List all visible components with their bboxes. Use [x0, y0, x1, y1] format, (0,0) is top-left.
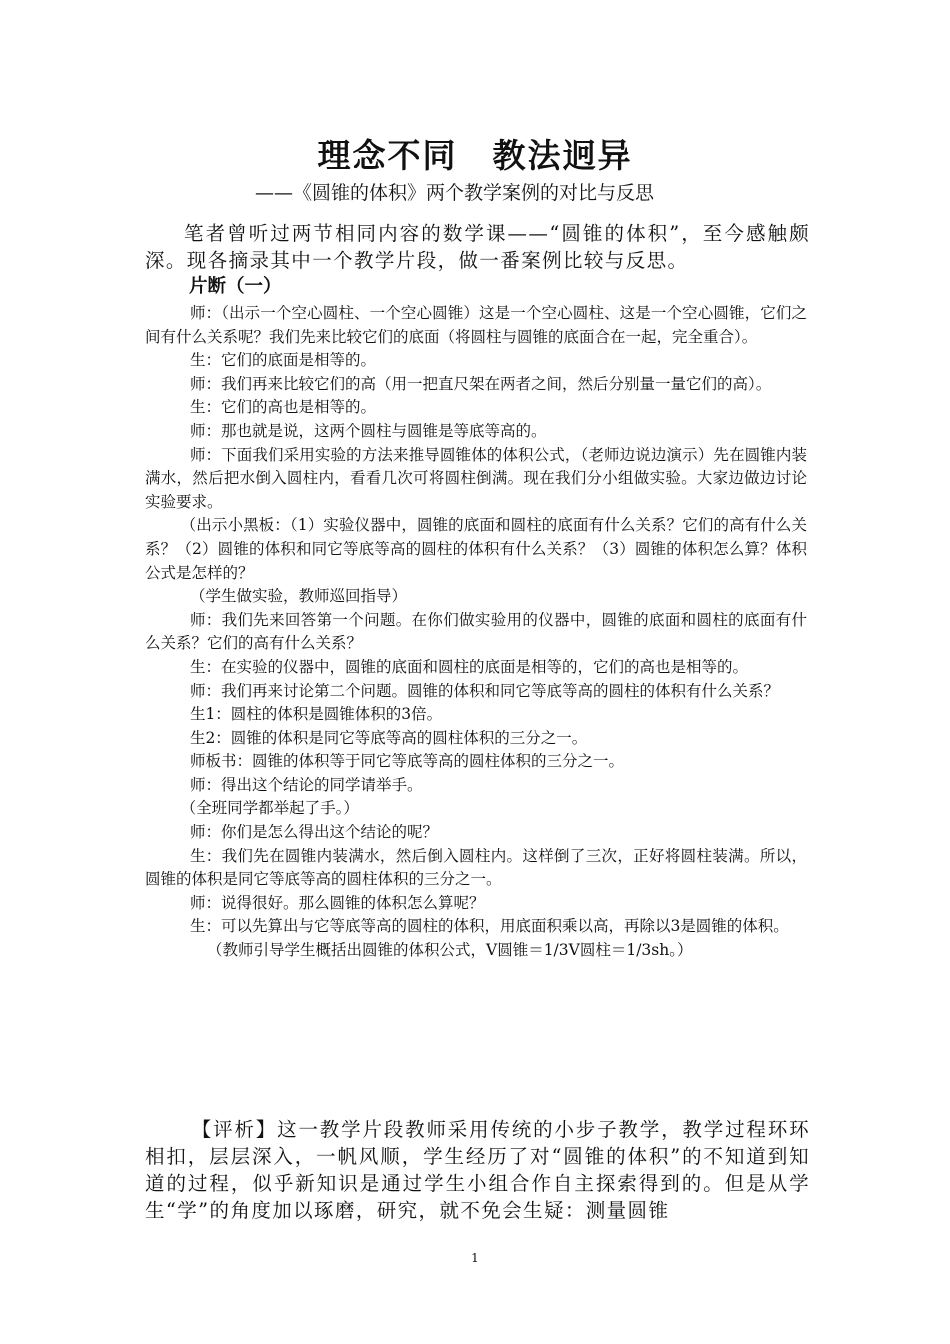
dialogue-paragraph: 生1：圆柱的体积是圆锥体积的3倍。 — [189, 705, 443, 724]
segment-heading: 片断（一） — [189, 276, 282, 297]
dialogue-paragraph: 生2：圆锥的体积是同它等底等高的圆柱体积的三分之一。 — [189, 728, 588, 747]
page-number: 1 — [471, 1251, 479, 1265]
dialogue-paragraph: 师：我们再来讨论第二个问题。圆锥的体积和同它等底等高的圆柱的体积有什么关系？ — [189, 681, 779, 700]
commentary-paragraph: 【评析】这一教学片段教师采用传统的小步子教学，教学过程环环相扣，层层深入，一帆风顺，学生经历了对“圆锥的体积”的不知道到知道的过程，似乎新知识是通过学生小组合作自主探索得到的。但是从学生“学”的角度加以琢磨，研究，就不免会生疑：测量圆锥 — [145, 1118, 810, 1222]
document-title: 理念不同 教法迥异 — [317, 136, 633, 175]
dialogue-paragraph: 师：我们先来回答第一个问题。在你们做实验用的仪器中，圆锥的底面和圆柱的底面有什么关系？它们的高有什么关系？ — [145, 610, 807, 653]
dialogue-paragraph: （教师引导学生概括出圆锥的体积公式，V圆锥＝1/3V圆柱＝1/3sh。） — [207, 941, 693, 960]
dialogue-paragraph: （出示小黑板：（1）实验仪器中，圆锥的底面和圆柱的底面有什么关系？它们的高有什么关系？（2）圆锥的体积和同它等底等高的圆柱的体积有什么关系？（3）圆锥的体积怎么算？体积公式是怎样的？ — [145, 516, 807, 582]
dialogue-paragraph: 生：它们的底面是相等的。 — [189, 351, 376, 370]
dialogue-paragraph: 师：下面我们采用实验的方法来推导圆锥体的体积公式，（老师边说边演示）先在圆锥内装满水，然后把水倒入圆柱内，看看几次可将圆柱倒满。现在我们分小组做实验。大家边做边讨论实验要求。 — [145, 445, 807, 511]
dialogue-paragraph: 生：我们先在圆锥内装满水，然后倒入圆柱内。这样倒了三次，正好将圆柱装满。所以，圆锥的体积是同它等底等高的圆柱体积的三分之一。 — [145, 846, 807, 889]
document-subtitle: ——《圆锥的体积》两个教学案例的对比与反思 — [255, 182, 655, 204]
dialogue-paragraph: （全班同学都举起了手。） — [180, 799, 359, 818]
dialogue-paragraph: （学生做实验，教师巡回指导） — [189, 587, 407, 606]
dialogue-paragraph: 生：在实验的仪器中，圆锥的底面和圆柱的底面是相等的，它们的高也是相等的。 — [189, 657, 748, 676]
intro-paragraph: 笔者曾听过两节相同内容的数学课——“圆锥的体积”，至今感触颇深。现各摘录其中一个教学片段，做一番案例比较与反思。 — [145, 222, 810, 272]
dialogue-paragraph: 师：（出示一个空心圆柱、一个空心圆锥）这是一个空心圆柱、这是一个空心圆锥，它们之间有什么关系呢？我们先来比较它们的底面（将圆柱与圆锥的底面合在一起，完全重合）。 — [145, 304, 807, 346]
dialogue-paragraph: 师：那也就是说，这两个圆柱与圆锥是等底等高的。 — [189, 421, 547, 440]
dialogue-body — [145, 302, 807, 963]
dialogue-paragraph: 师：得出这个结论的同学请举手。 — [189, 775, 423, 794]
dialogue-paragraph: 师：我们再来比较它们的高（用一把直尺架在两者之间，然后分别量一量它们的高）。 — [189, 374, 772, 393]
dialogue-paragraph: 师板书：圆锥的体积等于同它等底等高的圆柱体积的三分之一。 — [189, 752, 624, 771]
dialogue-paragraph: 师：说得很好。那么圆锥的体积怎么算呢？ — [189, 893, 485, 912]
dialogue-paragraph: 师：你们是怎么得出这个结论的呢？ — [189, 823, 438, 842]
dialogue-paragraph: 生：它们的高也是相等的。 — [189, 398, 376, 417]
dialogue-paragraph: 生：可以先算出与它等底等高的圆柱的体积，用底面积乘以高，再除以3是圆锥的体积。 — [189, 917, 789, 936]
